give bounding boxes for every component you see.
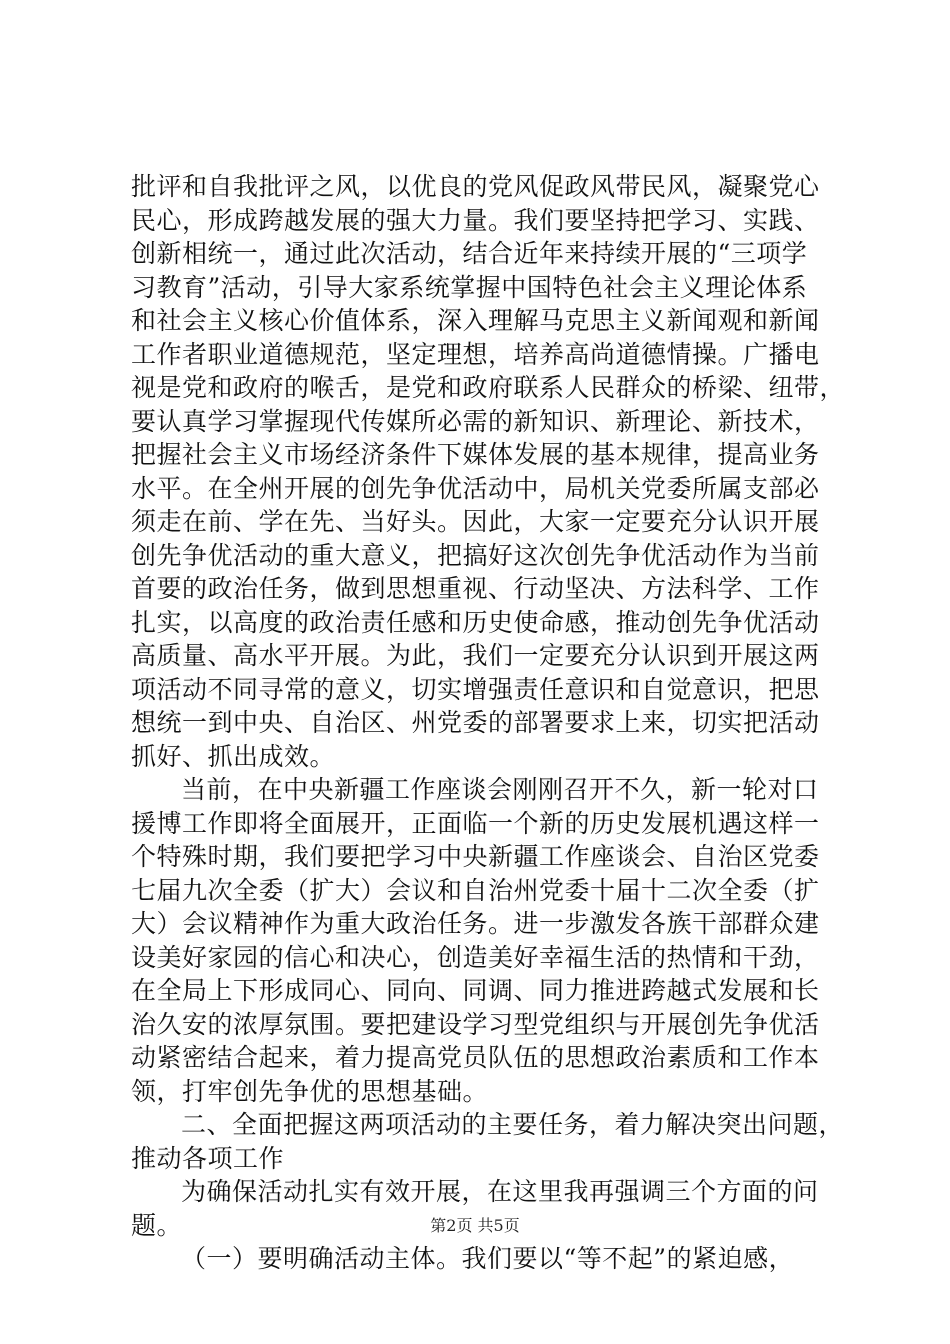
- text-line: 援博工作即将全面展开，正面临一个新的历史发展机遇这样一: [131, 808, 820, 838]
- section-heading-line: 二、全面把握这两项活动的主要任务，着力解决突出问题，: [181, 1110, 845, 1139]
- text-line: 项活动不同寻常的意义，切实增强责任意识和自觉意识，把思: [131, 674, 820, 704]
- paragraph-start-line: （一）要明确活动主体。我们要以“等不起”的紧迫感，: [181, 1244, 795, 1273]
- text-line: 七届九次全委（扩大）会议和自治州党委十届十二次全委（扩: [131, 875, 820, 905]
- text-line: 和社会主义核心价值体系，深入理解马克思主义新闻观和新闻: [131, 306, 820, 335]
- section-heading-line: 推动各项工作: [131, 1143, 285, 1173]
- text-line: 个特殊时期，我们要把学习中央新疆工作座谈会、自治区党委: [131, 842, 820, 871]
- text-line: 动紧密结合起来，着力提高党员队伍的思想政治素质和工作本: [131, 1043, 820, 1072]
- text-line: 高质量、高水平开展。为此，我们一定要充分认识到开展这两: [131, 641, 820, 670]
- text-line: 在全局上下形成同心、同向、同调、同力推进跨越式发展和长: [131, 976, 820, 1005]
- text-line: 民心，形成跨越发展的强大力量。我们要坚持把学习、实践、: [131, 205, 820, 235]
- text-line: 创新相统一，通过此次活动，结合近年来持续开展的“三项学: [131, 239, 808, 268]
- page-number-footer: 第2页 共5页: [430, 1216, 520, 1235]
- text-line: 扎实，以高度的政治责任感和历史使命感，推动创先争优活动: [131, 607, 820, 637]
- text-line: 工作者职业道德规范，坚定理想，培养高尚道德情操。广播电: [131, 339, 820, 369]
- text-line: 水平。在全州开展的创先争优活动中，局机关党委所属支部必: [131, 473, 820, 503]
- text-line: 设美好家园的信心和决心，创造美好幸福生活的热情和干劲，: [131, 942, 820, 972]
- paragraph-start-line: 当前，在中央新疆工作座谈会刚刚召开不久，新一轮对口: [181, 775, 819, 804]
- text-line: 要认真学习掌握现代传媒所必需的新知识、新理论、新技术，: [131, 406, 820, 436]
- text-line: 创先争优活动的重大意义，把搞好这次创先争优活动作为当前: [131, 540, 820, 570]
- text-line: 批评和自我批评之风，以优良的党风促政风带民风，凝聚党心: [131, 172, 820, 201]
- text-line: 治久安的浓厚氛围。要把建设学习型党组织与开展创先争优活: [131, 1009, 820, 1039]
- text-line: 领，打牢创先争优的思想基础。: [131, 1076, 489, 1106]
- text-line: 视是党和政府的喉舌，是党和政府联系人民群众的桥梁、纽带，: [131, 373, 846, 402]
- paragraph-start-line: 为确保活动扎实有效开展，在这里我再强调三个方面的问: [181, 1177, 819, 1206]
- text-line: 大）会议精神作为重大政治任务。进一步激发各族干部群众建: [131, 909, 820, 938]
- text-line: 首要的政治任务，做到思想重视、行动坚决、方法科学、工作: [131, 574, 820, 603]
- text-line: 题。: [131, 1210, 183, 1240]
- text-line: 想统一到中央、自治区、州党委的部署要求上来，切实把活动: [131, 708, 820, 737]
- text-line: 习教育”活动，引导大家系统掌握中国特色社会主义理论体系: [131, 272, 808, 302]
- text-line: 抓好、抓出成效。: [131, 741, 336, 771]
- body-text: [131, 170, 851, 1276]
- text-line: 须走在前、学在先、当好头。因此，大家一定要充分认识开展: [131, 507, 820, 536]
- text-line: 把握社会主义市场经济条件下媒体发展的基本规律，提高业务: [131, 440, 820, 469]
